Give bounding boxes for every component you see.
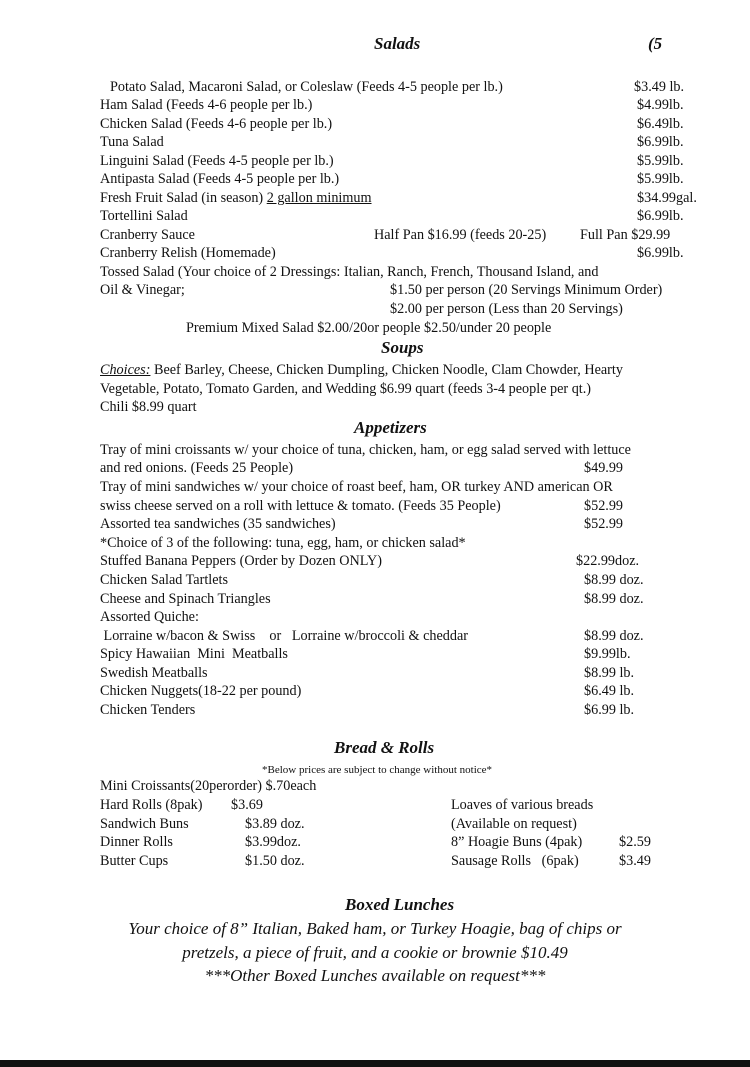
menu-item-price: $6.49lb. <box>637 116 684 132</box>
menu-item-name: Antipasta Salad (Feeds 4-5 people per lb.) <box>100 171 340 187</box>
menu-item-name: Fresh Fruit Salad (in season) <box>100 190 264 206</box>
appetizer-line: Chicken Salad Tartlets <box>100 572 228 588</box>
bread-item-name: Sausage Rolls (6pak) <box>451 853 579 869</box>
page-mark: (5 <box>648 34 663 53</box>
menu-item-price: $34.99gal. <box>637 190 697 206</box>
appetizer-line: Spicy Hawaiian Mini Meatballs <box>100 646 288 662</box>
bread-item-name: (Available on request) <box>451 816 577 832</box>
bread-item-name: Loaves of various breads <box>451 797 594 813</box>
appetizer-line: Tray of mini sandwiches w/ your choice of roast beef, ham, OR turkey AND american OR <box>100 479 613 495</box>
bread-item-name: Butter Cups <box>100 853 169 869</box>
appetizer-line: Tray of mini croissants w/ your choice of tuna, chicken, ham, or egg salad served with lettuce <box>100 442 631 458</box>
bread-item-price: $3.69 <box>231 797 263 813</box>
menu-item-name: Ham Salad (Feeds 4-6 people per lb.) <box>100 97 313 113</box>
appetizer-price: $52.99 <box>584 498 624 514</box>
appetizer-line: Swedish Meatballs <box>100 665 208 681</box>
bread-heading: Bread & Rolls <box>334 738 435 757</box>
appetizer-price: $8.99 lb. <box>584 665 635 681</box>
bread-item-name: 8” Hoagie Buns (4pak) <box>451 834 583 850</box>
soups-line: Vegetable, Potato, Tomato Garden, and Wedding $6.99 quart (feeds 3-4 people per qt.) <box>100 381 592 397</box>
menu-item-name: Cranberry Relish (Homemade) <box>100 245 276 261</box>
menu-item-price: $6.99lb. <box>637 134 684 150</box>
appetizer-line: Lorraine w/bacon & Swiss or Lorraine w/broccoli & cheddar <box>100 628 468 644</box>
mini-croissants: Mini Croissants(20perorder) $.70each <box>100 778 317 794</box>
menu-item-price: $5.99lb. <box>637 171 684 187</box>
appetizer-price: $22.99doz. <box>576 553 640 569</box>
bread-item-price: $3.89 doz. <box>245 816 305 832</box>
soups-line: Beef Barley, Cheese, Chicken Dumpling, Chicken Noodle, Clam Chowder, Hearty <box>153 362 623 378</box>
bread-item-price: $1.50 doz. <box>245 853 305 869</box>
appetizer-price: $8.99 doz. <box>584 591 644 607</box>
choices-label: Choices: <box>100 362 151 378</box>
tossed-salad-line: Tossed Salad (Your choice of 2 Dressings: Italian, Ranch, French, Thousand Island, and <box>100 264 599 280</box>
bottom-border <box>0 1060 750 1067</box>
appetizer-price: $8.99 doz. <box>584 628 644 644</box>
appetizer-line: Chicken Tenders <box>100 702 196 718</box>
menu-item-price: $5.99lb. <box>637 153 684 169</box>
appetizer-price: $52.99 <box>584 516 624 532</box>
soups-choices <box>100 361 623 379</box>
appetizer-line: Stuffed Banana Peppers (Order by Dozen ONLY) <box>100 553 382 569</box>
menu-item-name: Tortellini Salad <box>100 208 188 224</box>
tossed-salad-price: $1.50 per person (20 Servings Minimum Order) <box>390 282 663 298</box>
bread-item-name: Sandwich Buns <box>100 816 189 832</box>
menu-item-price: $6.99lb. <box>637 208 684 224</box>
appetizer-line: swiss cheese served on a roll with lettuce & tomato. (Feeds 35 People) <box>100 498 501 514</box>
minimum-note: 2 gallon minimum <box>266 190 372 206</box>
appetizer-line: and red onions. (Feeds 25 People) <box>100 460 294 476</box>
appetizer-line: Chicken Nuggets(18-22 per pound) <box>100 683 302 699</box>
menu-item-name: Linguini Salad (Feeds 4-5 people per lb.) <box>100 153 334 169</box>
appetizers-heading: Appetizers <box>354 418 427 437</box>
boxed-line: Your choice of 8” Italian, Baked ham, or Turkey Hoagie, bag of chips or <box>128 919 622 938</box>
boxed-line: ***Other Boxed Lunches available on request*** <box>204 966 546 985</box>
bread-item-name: Dinner Rolls <box>100 834 173 850</box>
full-pan-price: Full Pan $29.99 <box>580 227 671 243</box>
appetizer-line: Cheese and Spinach Triangles <box>100 591 271 607</box>
menu-item-fruit-salad <box>100 189 372 207</box>
menu-item-name: Chicken Salad (Feeds 4-6 people per lb.) <box>100 116 333 132</box>
appetizer-price: $8.99 doz. <box>584 572 644 588</box>
bread-item-price: $2.59 <box>619 834 651 850</box>
chili-item: Chili $8.99 quart <box>100 399 197 415</box>
price-notice: *Below prices are subject to change without notice* <box>262 764 493 776</box>
appetizer-price: $6.49 lb. <box>584 683 635 699</box>
appetizer-price: $49.99 <box>584 460 624 476</box>
soups-heading: Soups <box>381 338 424 357</box>
menu-item-price: $3.49 lb. <box>634 79 685 95</box>
tea-note: *Choice of 3 of the following: tuna, egg, ham, or chicken salad* <box>100 535 466 551</box>
salads-heading: Salads <box>374 34 421 53</box>
bread-item-price: $3.99doz. <box>245 834 301 850</box>
menu-item-price: $4.99lb. <box>637 97 684 113</box>
boxed-line: pretzels, a piece of fruit, and a cookie or brownie $10.49 <box>182 943 568 962</box>
appetizer-line: Assorted tea sandwiches (35 sandwiches) <box>100 516 336 532</box>
premium-mixed-salad: Premium Mixed Salad $2.00/20or people $2.50/under 20 people <box>186 320 552 336</box>
tossed-salad-price: $2.00 per person (Less than 20 Servings) <box>390 301 623 317</box>
appetizer-price: $6.99 lb. <box>584 702 635 718</box>
half-pan-price: Half Pan $16.99 (feeds 20-25) <box>374 227 547 243</box>
tossed-salad-line: Oil & Vinegar; <box>100 282 185 298</box>
menu-item-name: Cranberry Sauce <box>100 227 195 243</box>
menu-item-price: $6.99lb. <box>637 245 684 261</box>
menu-item-name: Tuna Salad <box>100 134 164 150</box>
appetizer-price: $9.99lb. <box>584 646 631 662</box>
menu-item-name: Potato Salad, Macaroni Salad, or Coleslaw (Feeds 4-5 people per lb.) <box>110 79 503 95</box>
bread-item-price: $3.49 <box>619 853 651 869</box>
bread-item-name: Hard Rolls (8pak) <box>100 797 203 813</box>
boxed-heading: Boxed Lunches <box>345 895 455 914</box>
appetizer-line: Assorted Quiche: <box>100 609 199 625</box>
